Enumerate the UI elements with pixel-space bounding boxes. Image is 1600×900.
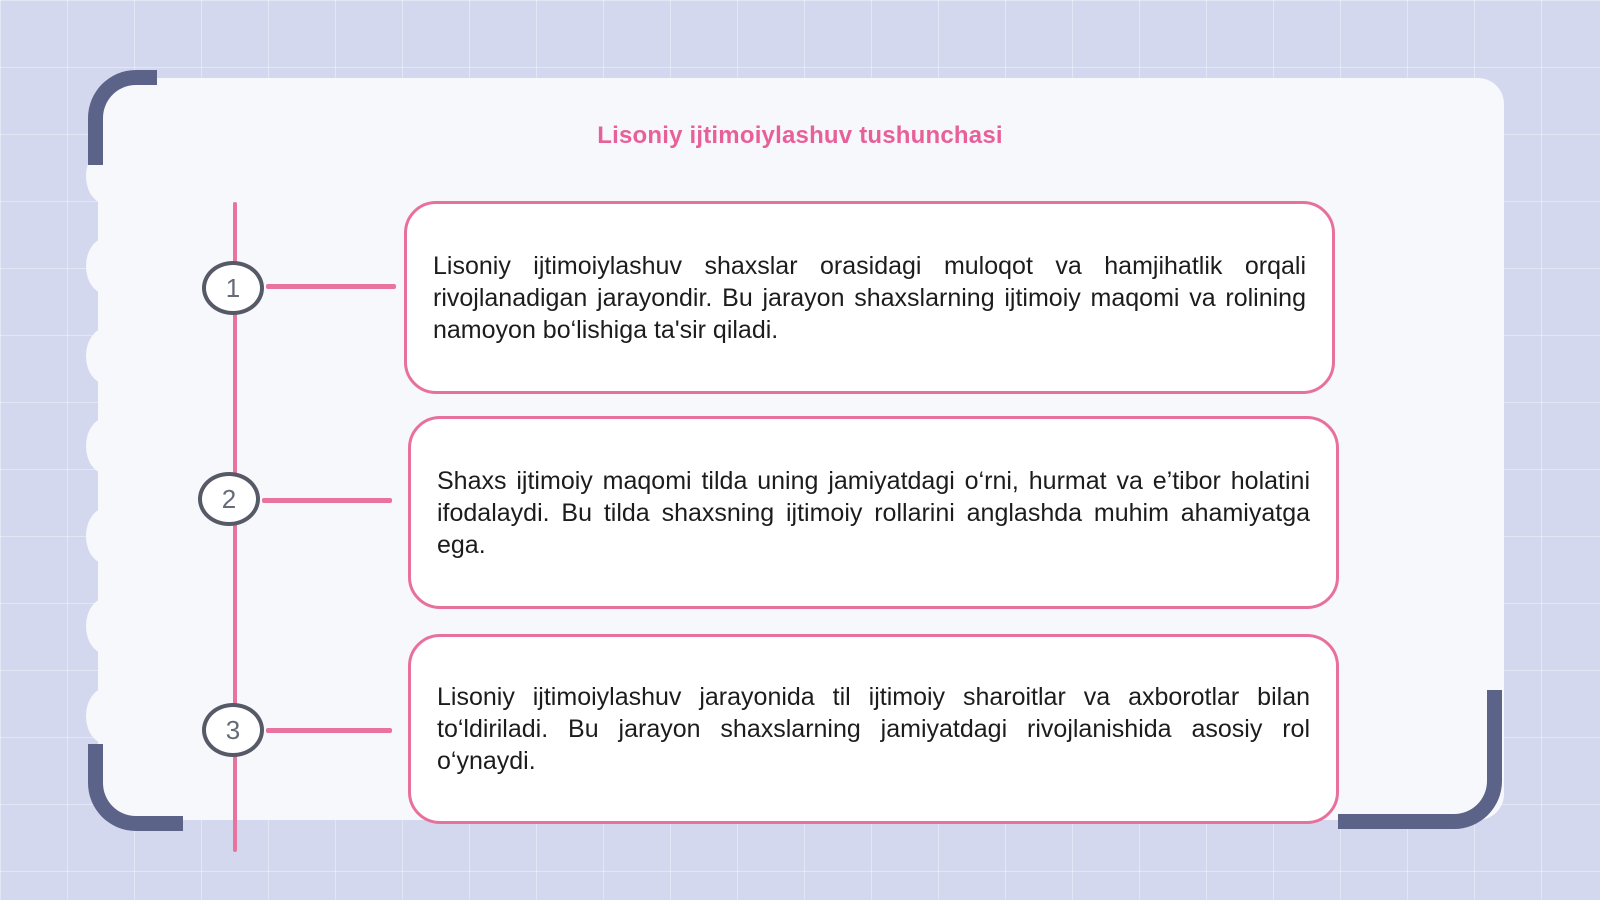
step-card	[404, 201, 1335, 394]
timeline-connector	[266, 284, 396, 289]
paper-scallop	[86, 238, 126, 294]
step-number-badge	[202, 261, 264, 315]
step-text: Lisoniy ijtimoiylashuv jarayonida til ijtimoiy sharoitlar va axborotlar bilan to‘ldiriladi. Bu jarayon shaxslarning jamiyatdagi rivojlanishida asosiy rol o‘ynaydi.	[437, 683, 1310, 775]
paper-scallop	[86, 328, 126, 384]
step-number-badge	[198, 472, 260, 526]
paper-scallop	[86, 508, 126, 564]
paper-scallop	[86, 598, 126, 654]
timeline-connector	[262, 498, 392, 503]
paper-scallop	[86, 418, 126, 474]
step-number: 3	[225, 714, 241, 745]
slide-title: Lisoniy ijtimoiylashuv tushunchasi	[597, 122, 1003, 149]
step-text: Shaxs ijtimoiy maqomi tilda uning jamiyatdagi o‘rni, hurmat va e’tibor holatini ifodalaydi. Bu tilda shaxsning ijtimoiy rollarini anglashda muhim ahamiyatga ega.	[437, 466, 1310, 559]
timeline-connector	[266, 728, 392, 733]
frame-corner-top-left	[88, 70, 157, 165]
step-number: 1	[225, 272, 241, 303]
step-number: 2	[221, 483, 237, 514]
frame-corner-bottom-left	[88, 744, 183, 831]
step-text: Lisoniy ijtimoiylashuv shaxslar orasidagi muloqot va hamjihatlik orqali rivojlanadigan jarayondir. Bu jarayon shaxslarning ijtimoiy maqomi va rolining namoyon bo‘lishiga ta'sir qiladi.	[433, 251, 1306, 344]
step-card	[408, 416, 1339, 609]
paper-scallop	[86, 688, 126, 744]
frame-corner-bottom-right	[1338, 690, 1502, 829]
step-card	[408, 634, 1339, 824]
step-number-badge	[202, 703, 264, 757]
